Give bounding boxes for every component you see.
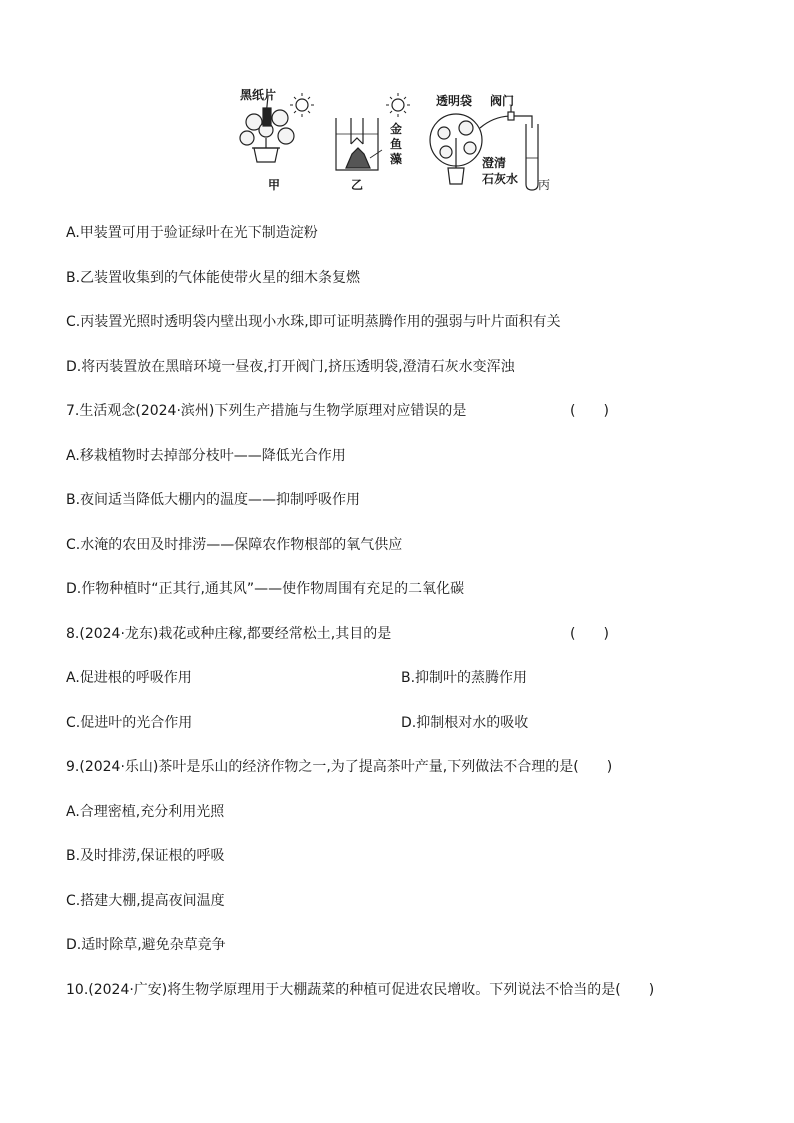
q10-stem: 10.(2024·广安)将生物学原理用于大棚蔬菜的种植可促进农民增收。下列说法不恰当的是( ) xyxy=(66,982,655,998)
q9-option-c: C.搭建大棚,提高夜间温度 xyxy=(66,893,225,909)
label-goldfish-algae: 金鱼藻 xyxy=(390,122,403,166)
q7-option-d: D.作物种植时“正其行,通其风”——使作物周围有充足的二氧化碳 xyxy=(66,581,465,597)
q9-option-a: A.合理密植,充分利用光照 xyxy=(66,804,225,820)
label-black-paper: 黑纸片 xyxy=(240,88,277,102)
q9-stem: 9.(2024·乐山)茶叶是乐山的经济作物之一,为了提高茶叶产量,下列做法不合理的是( ) xyxy=(66,759,613,775)
q8-option-d: D.抑制根对水的吸收 xyxy=(401,715,529,731)
q8-answer-bracket: ( ) xyxy=(570,626,609,642)
q7-option-b: B.夜间适当降低大棚内的温度——抑制呼吸作用 xyxy=(66,492,361,508)
sun-icon xyxy=(392,99,404,111)
q6-option-d: D.将丙装置放在黑暗环境一昼夜,打开阀门,挤压透明袋,澄清石灰水变浑浊 xyxy=(66,359,515,375)
sun-icon xyxy=(296,99,308,111)
experiment-figure xyxy=(232,88,562,200)
q8-option-a: A.促进根的呼吸作用 xyxy=(66,670,192,686)
label-bing: 丙 xyxy=(538,178,551,192)
q9-option-b: B.及时排涝,保证根的呼吸 xyxy=(66,848,225,864)
q7-option-a: A.移栽植物时去掉部分枝叶——降低光合作用 xyxy=(66,448,346,464)
label-clear-lime-water-2: 石灰水 xyxy=(482,172,519,186)
label-transparent-bag: 透明袋 xyxy=(436,94,473,108)
label-clear-lime-water-1: 澄清 xyxy=(482,156,507,170)
q6-option-b: B.乙装置收集到的气体能使带火星的细木条复燃 xyxy=(66,270,361,286)
q8-option-c: C.促进叶的光合作用 xyxy=(66,715,193,731)
q7-answer-bracket: ( ) xyxy=(570,403,609,419)
q6-option-c: C.丙装置光照时透明袋内壁出现小水珠,即可证明蒸腾作用的强弱与叶片面积有关 xyxy=(66,314,561,330)
q8-option-b: B.抑制叶的蒸腾作用 xyxy=(401,670,528,686)
q7-option-c: C.水淹的农田及时排涝——保障农作物根部的氧气供应 xyxy=(66,537,403,553)
q9-option-d: D.适时除草,避免杂草竞争 xyxy=(66,937,226,953)
q7-stem: 7.生活观念(2024·滨州)下列生产措施与生物学原理对应错误的是 xyxy=(66,403,467,419)
q8-stem: 8.(2024·龙东)栽花或种庄稼,都要经常松土,其目的是 xyxy=(66,626,392,642)
label-yi: 乙 xyxy=(351,178,364,192)
q6-option-a: A.甲装置可用于验证绿叶在光下制造淀粉 xyxy=(66,225,318,241)
label-jia: 甲 xyxy=(268,178,281,192)
label-valve: 阀门 xyxy=(490,94,515,108)
setup-jia-drawing xyxy=(240,93,314,162)
